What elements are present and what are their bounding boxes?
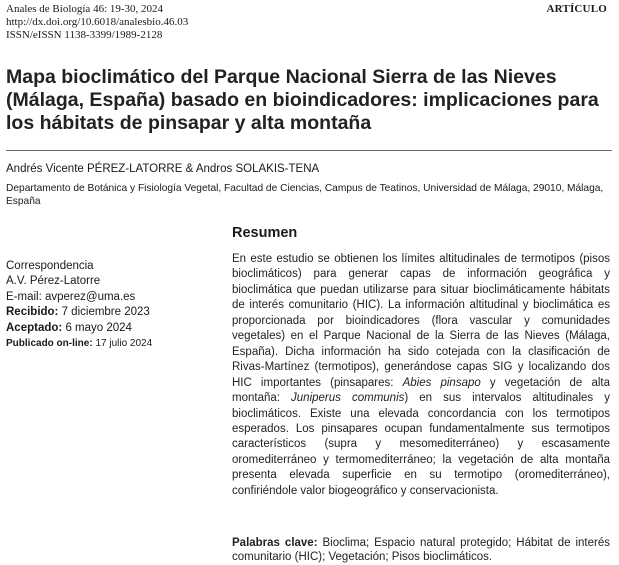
correspondence-heading: Correspondencia	[6, 260, 94, 272]
title-divider	[6, 150, 612, 151]
keywords-list: Bioclima; Espacio natural protegido; Hábitat de interés comunitario (HIC); Vegetación; Pisos bioclimáticos.	[232, 537, 610, 563]
paper-title: Mapa bioclimático del Parque Nacional Sierra de las Nieves (Málaga, España) basado en bioindicadores: implicaciones para los hábitats de pinsapar y alta montaña	[6, 66, 599, 134]
email-line	[6, 290, 206, 305]
species-juniperus-communis: Juniperus communis	[291, 392, 405, 405]
email-label: E-mail:	[6, 290, 42, 303]
issn: ISSN/eISSN 1138-3399/1989-2128	[6, 29, 163, 41]
correspondence-block	[6, 259, 206, 351]
journal-header	[6, 3, 188, 42]
abstract-part-2: y vegetación de alta montaña:	[232, 376, 610, 405]
accepted-label: Aceptado:	[6, 321, 63, 334]
authors: Andrés Vicente PÉREZ-LATORRE & Andros SOLAKIS-TENA	[6, 163, 320, 175]
abstract-part-3: ) en sus intervalos altitudinales y bioclimáticos. Existe una elevada concordancia con los termotipos esperados. Los pinsapares ocupan fundamentalmente sus termotipos característicos (supra y mesomediterráneo) y escasamente oromediterráneo y termomediterráneo; la vegetación de alta montaña presenta elevada superficie en su termotipo (oromediterráneo), confiriéndole valor biogeográfico y conservacionista.	[232, 392, 610, 497]
abstract-heading: Resumen	[232, 225, 298, 241]
species-abies-pinsapo: Abies pinsapo	[402, 376, 481, 389]
received-label: Recibido:	[6, 306, 59, 319]
doi-link[interactable]: http://dx.doi.org/10.6018/analesbio.46.03	[6, 16, 189, 28]
affiliation: Departamento de Botánica y Fisiología Vegetal, Facultad de Ciencias, Campus de Teatinos, Universidad de Málaga, 29010, Málaga, España	[6, 183, 604, 207]
received-date: 7 diciembre 2023	[61, 306, 150, 319]
abstract-part-1: En este estudio se obtienen los límites altitudinales de termotipos (pisos bioclimáticos) para generar capas de información geográfica y bioclimática que puedan utilizarse para situar bioclimáticamente hábitats de interés comunitario (HIC). La información altitudinal y bioclimática es proporcionada por bioindicadores (flora vascular y comunidades vegetales) en el Parque Nacional de la Sierra de las Nieves (Málaga, España). Dicha información ha sido cotejada con la clasificación de Rivas-Martínez (termotipos), generándose capas SIG y localizando dos HIC importantes (pinsapares:	[232, 253, 610, 389]
received-line	[6, 305, 206, 320]
email-link[interactable]: avperez@uma.es	[44, 290, 136, 303]
published-date: 17 julio 2024	[95, 338, 153, 350]
article-type-label: ARTÍCULO	[546, 3, 607, 15]
journal-citation: Anales de Biología 46: 19-30, 2024	[6, 3, 164, 15]
published-label: Publicado on-line:	[6, 338, 93, 350]
keywords-label: Palabras clave:	[232, 537, 318, 549]
keywords	[232, 536, 610, 564]
accepted-line	[6, 321, 206, 336]
published-line	[6, 336, 206, 351]
abstract-text	[232, 252, 610, 499]
accepted-date: 6 mayo 2024	[65, 321, 132, 334]
correspondence-name: A.V. Pérez-Latorre	[6, 275, 101, 288]
